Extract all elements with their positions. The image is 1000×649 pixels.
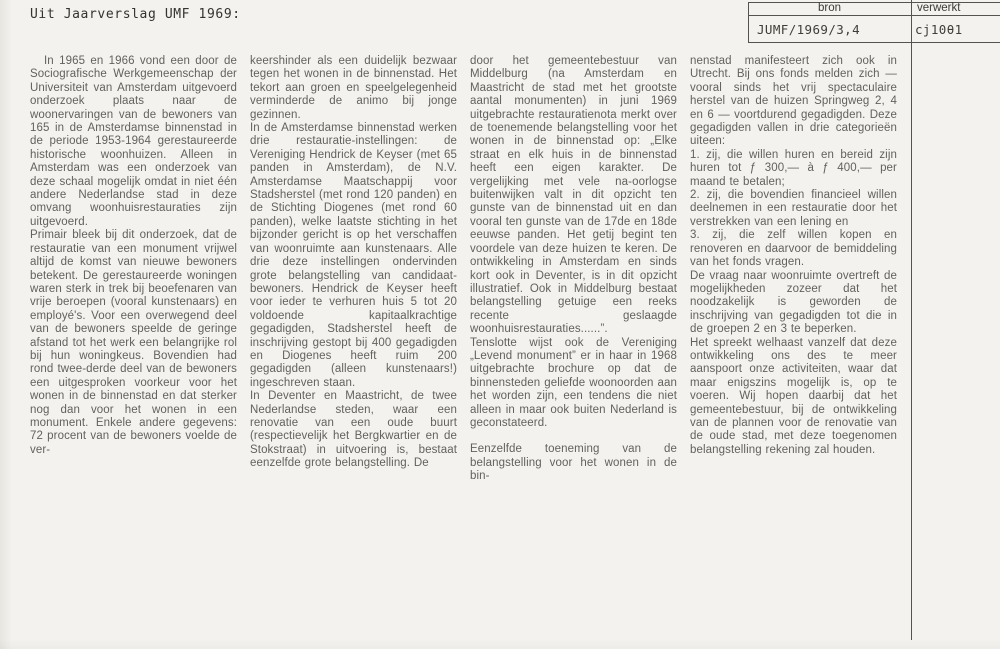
stamp-value-verwerkt: cj10θ1 [915, 22, 963, 37]
stamp-table-header-divider [748, 15, 1000, 16]
paragraph: Het spreekt welhaast vanzelf dat deze ontwikkeling ons des te meer aanspoort onze activiteiten, waar dat maar enigszins mogelijk is, op te voeren. Wij hopen daarbij dat het gemeentebestuur, bij de ontwikkeling van de plannen voor de renovatie van de oude stad, met deze toegenomen belangstelling rekening zal houden. [690, 336, 897, 456]
article-columns [30, 55, 898, 484]
paragraph: In 1965 en 1966 vond een door de Sociografische Werkgemeenschap der Universiteit van Amsterdam uitgevoerd onderzoek plaats naar de woonervaringen van de bewoners van 165 in de Amsterdamse binnenstad in de periode 1953-1964 gerestaureerde historische woonhuizen. Alleen in Amsterdam was een onderzoek van deze schaal mogelijk omdat in niet één andere Nederlandse stad in deze omvang woonhuisrestauraties zijn uitgevoerd. [30, 55, 237, 228]
paragraph: 1. zij, die willen huren en bereid zijn huren tot ƒ 300,— à ƒ 400,— per maand te betalen; [690, 148, 897, 188]
paragraph: Primair bleek bij dit onderzoek, dat de restauratie van een monument vrijwel altijd de komst van nieuwe bewoners betekent. De gerestaureerde woningen waren sterk in trek bij beoefenaren van vrije beroepen (vooral kunstenaars) en employé's. Voor een overwegend deel van de bewoners speelde de geringe afstand tot het werk een belangrijke rol bij hun woningkeus. Bovendien had rond twee-derde deel van de bewoners een uitgesproken voorkeur voor het wonen in de binnenstad en dat sterker nog dan voor het wonen in een monument. Enkele andere gegevens: 72 procent van de bewoners voelde de ver- [30, 229, 237, 456]
text-column [250, 55, 457, 471]
paragraph: 2. zij, die bovendien financieel willen deelnemen in een restauratie door het verstrekken van een lening en [690, 189, 897, 228]
paragraph: Eenzelfde toeneming van de belangstelling voor het wonen in de bin- [470, 443, 677, 483]
page-title: Uit Jaarverslag UMF 1969: [30, 7, 241, 22]
paragraph: 3. zij, die zelf willen kopen en renoveren en daarvoor de bemiddeling van het fonds vragen. [690, 229, 897, 269]
paragraph: Tenslotte wijst ook de Vereniging „Levend monument” er in haar in 1968 uitgebrachte brochure op dat de binnensteden geliefde woonoorden aan het worden zijn, een tendens die niet alleen in maar ook buiten Nederland is geconstateerd. [470, 336, 677, 429]
paragraph: In Deventer en Maastricht, de twee Nederlandse steden, waar een renovatie van een oude buurt (respectievelijk het Bergkwartier en de Stokstraat) in uitvoering is, bestaat eenzelfde grote belangstelling. De [250, 390, 457, 470]
paragraph: keershinder als een duidelijk bezwaar tegen het wonen in de binnenstad. Het tekort aan groen en speelgelegenheid verminderde de animo bij jonge gezinnen. [250, 55, 457, 121]
stamp-header-bron: bron [817, 2, 842, 14]
text-column [690, 55, 897, 457]
paragraph: nenstad manifesteert zich ook in Utrecht. Bij ons fonds melden zich — vooral sinds het vrij spectaculaire herstel van de huizen Springweg 2, 4 en 6 — voortdurend gegadigden. Deze gegadigden vallen in drie categorieën uiteen: [690, 55, 897, 148]
stamp-value-bron: JUMF/1969/3,4 [757, 22, 861, 37]
paragraph: door het gemeentebestuur van Middelburg (na Amsterdam en Maastricht de stad met het grootste aantal monumenten) in juni 1969 uitgebrachte restauratienota merkt over de toenemende belangstelling voor het wonen in de binnenstad op: „Elke straat en elk huis in de binnenstad heeft een eigen karakter. De vergelijking met vele na-oorlogse buitenwijken valt in dit opzicht ten gunste van de binnenstad uit en dan vooral ten gunste van de 17de en 18de eeuwse panden. Het getij begint ten voordele van deze huizen te keren. De ontwikkeling in Amsterdam en sinds kort ook in Deventer, is in dit opzicht illustratief. Ook in Middelburg bestaat belangstelling getuige een reeks recente geslaagde woonhuisrestauraties......”. [470, 55, 677, 336]
stamp-table-bottom-border [748, 42, 1000, 43]
paragraph [470, 430, 677, 443]
vertical-rule [911, 0, 912, 640]
stamp-header-verwerkt: verwerkt [917, 2, 961, 14]
text-column [30, 55, 237, 457]
paragraph: In de Amsterdamse binnenstad werken drie restauratie-instellingen: de Vereniging Hendrick de Keyser (met 65 panden in Amsterdam), de N.V. Amsterdamse Maatschappij voor Stadsherstel (met rond 120 panden) en de Stichting Diogenes (met rond 60 panden), welke laatste stichting in het bijzonder gericht is op het verschaffen van woonruimte aan kunstenaars. Alle drie deze instellingen ondervinden grote belangstelling van candidaat-bewoners. Hendrick de Keyser heeft voor ieder te verhuren huis 5 tot 20 voldoende kapitaalkrachtige gegadigden, Stadsherstel heeft de inschrijving gestopt bij 400 gegadigden en Diogenes heeft ruim 200 gegadigden (alleen kunstenaars!) ingeschreven staan. [250, 122, 457, 389]
text-column [470, 55, 677, 484]
paragraph: De vraag naar woonruimte overtreft de mogelijkheden zozeer dat het noodzakelijk is geworden de inschrijving van gegadigden tot die in de groepen 2 en 3 te beperken. [690, 269, 897, 336]
